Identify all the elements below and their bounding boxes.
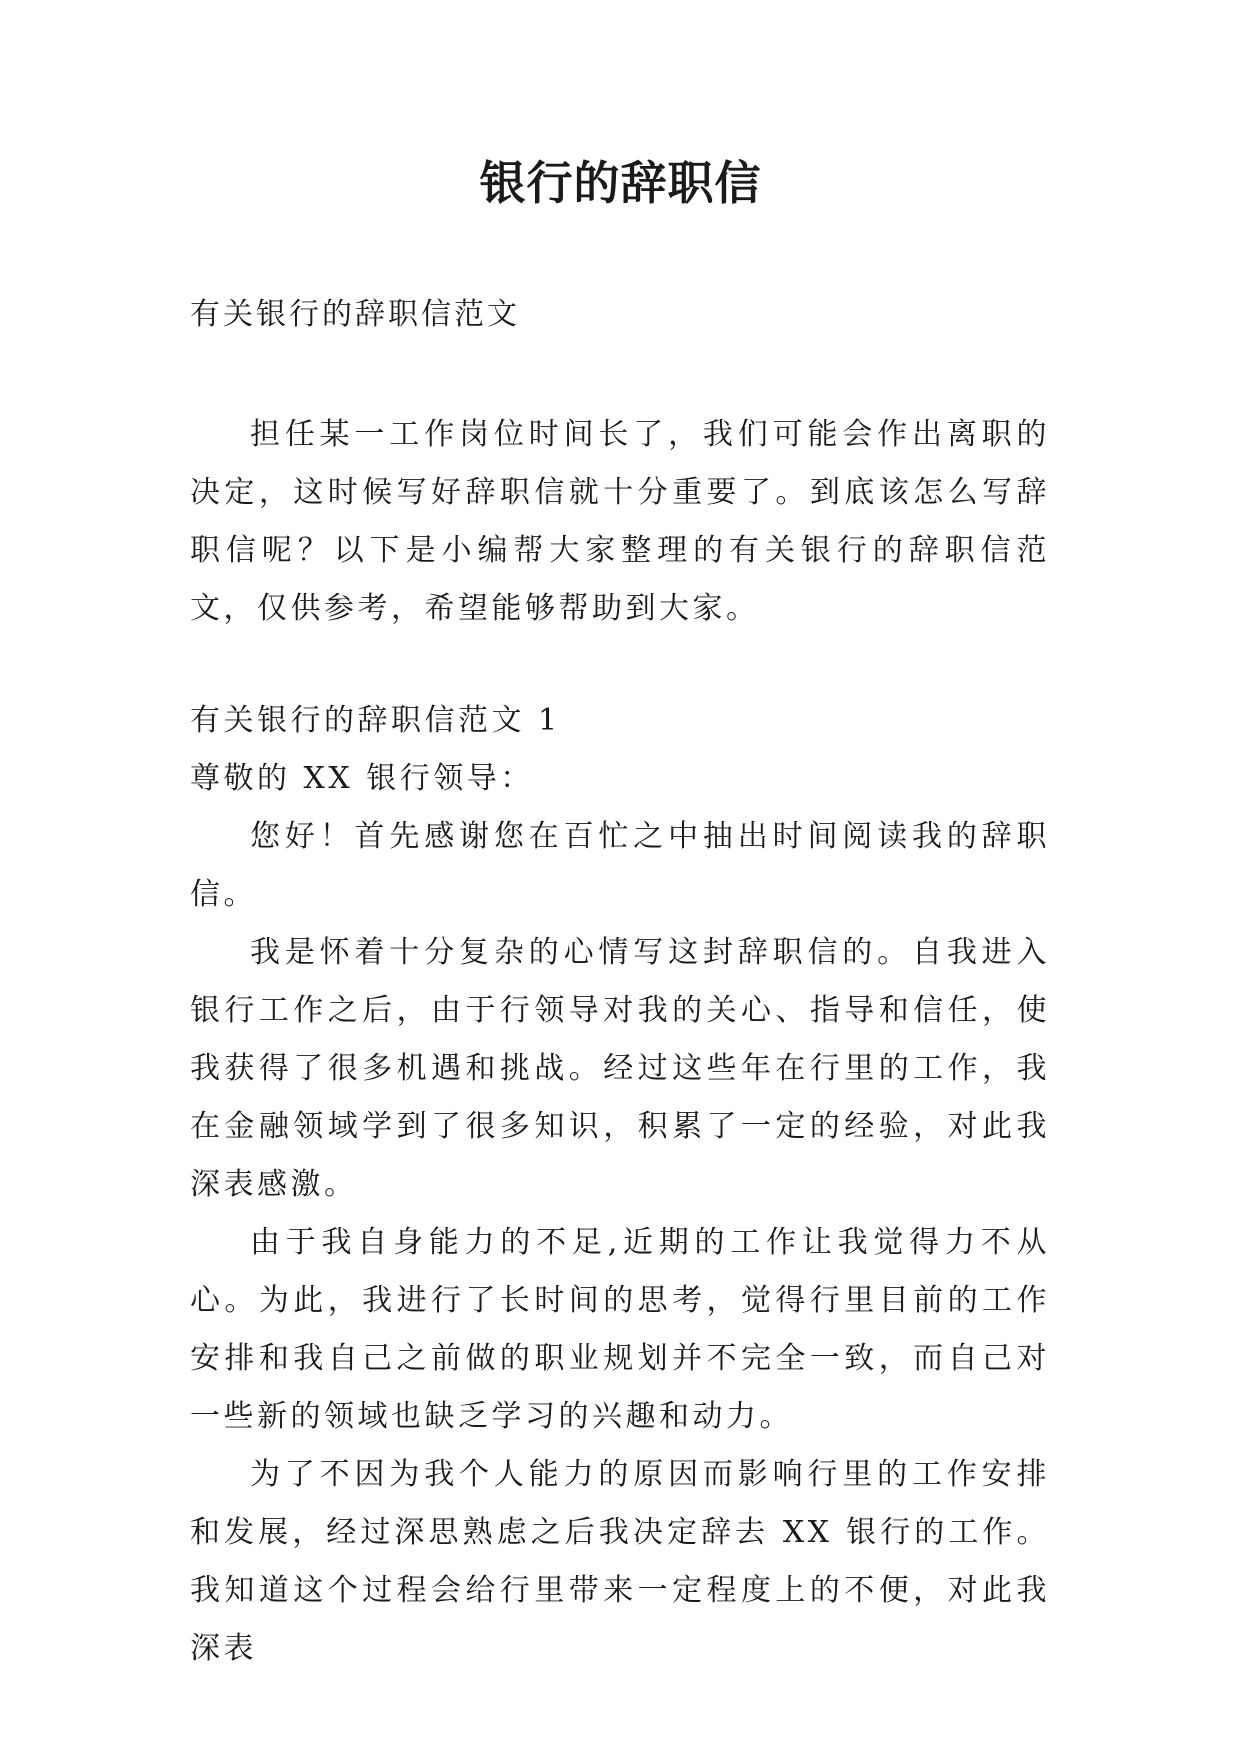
sample-heading: 有关银行的辞职信范文 1	[190, 703, 561, 738]
letter-paragraph: 我是怀着十分复杂的心情写这封辞职信的。自我进入银行工作之后，由于行领导对我的关心、指导和信任，使我获得了很多机遇和挑战。经过这些年在行里的工作，我在金融领域学到了很多知识，积累了一定的经验，对此我深表感激。	[190, 935, 1050, 1202]
document-subtitle: 有关银行的辞职信范文	[190, 297, 520, 332]
intro-paragraph: 担任某一工作岗位时间长了，我们可能会作出离职的决定，这时候写好辞职信就十分重要了。到底该怎么写辞职信呢？以下是小编帮大家整理的有关银行的辞职信范文，仅供参考，希望能够帮助到大家。	[190, 417, 1050, 626]
document-title: 银行的辞职信	[479, 156, 762, 210]
letter-salutation: 尊敬的 XX 银行领导：	[190, 761, 534, 796]
letter-paragraph: 由于我自身能力的不足,近期的工作让我觉得力不从心。为此，我进行了长时间的思考，觉得行里目前的工作安排和我自己之前做的职业规划并不完全一致，而自己对一些新的领域也缺乏学习的兴趣和动力。	[190, 1225, 1050, 1434]
intro-section	[190, 406, 1050, 638]
sample-letter-1	[190, 692, 1050, 1678]
letter-paragraph: 为了不因为我个人能力的原因而影响行里的工作安排和发展，经过深思熟虑之后我决定辞去 XX 银行的工作。我知道这个过程会给行里带来一定程度上的不便，对此我深表	[190, 1457, 1050, 1666]
letter-paragraph: 您好！首先感谢您在百忙之中抽出时间阅读我的辞职信。	[190, 819, 1050, 912]
